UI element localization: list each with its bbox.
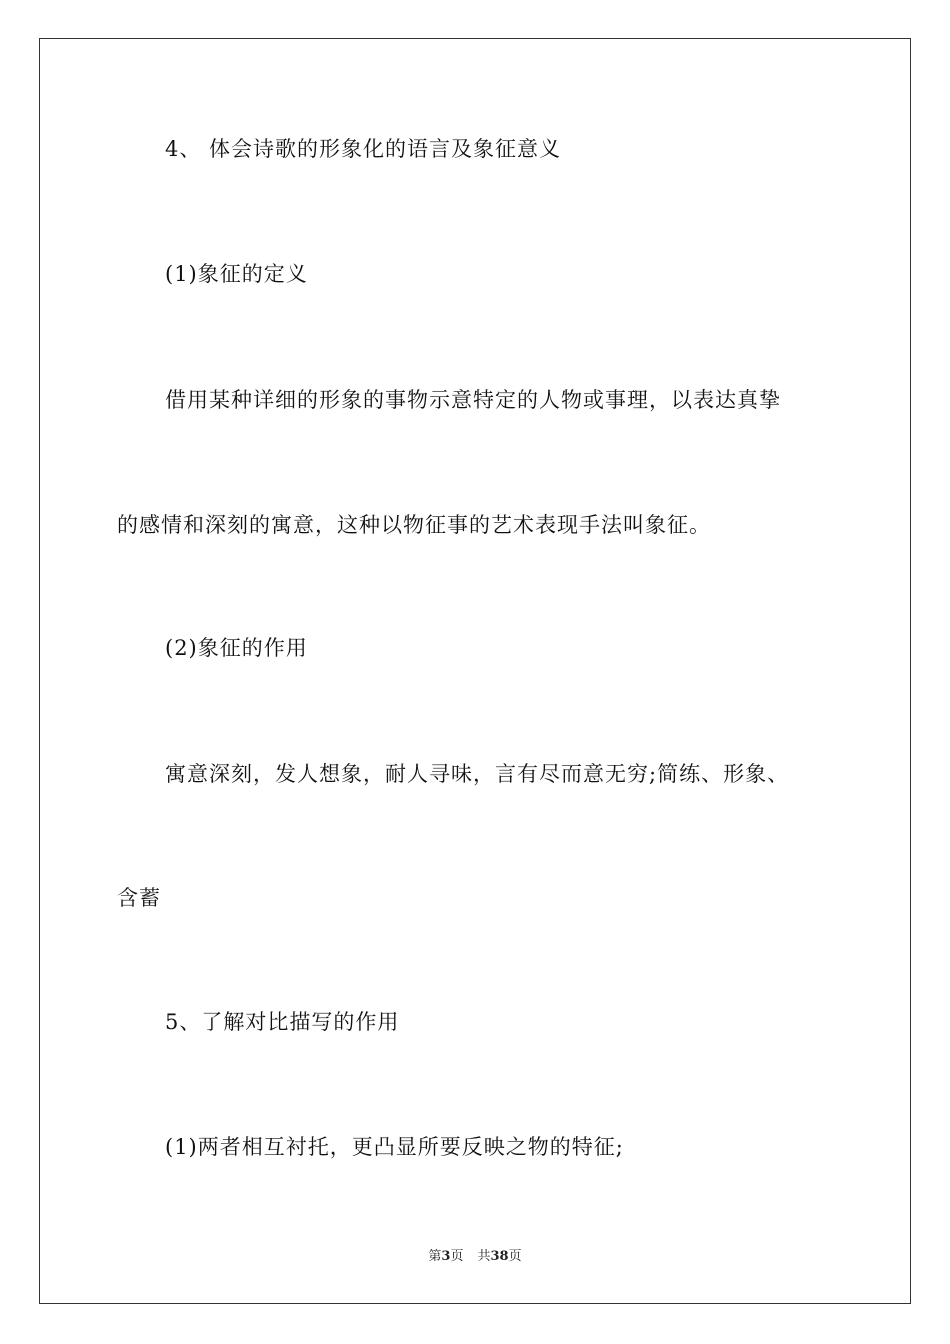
subheading-symbol-function: (2)象征的作用	[165, 636, 308, 660]
heading-5-contrast: 5、了解对比描写的作用	[165, 1010, 400, 1034]
page-footer	[0, 1248, 950, 1266]
footer-page-prefix: 第	[428, 1249, 442, 1264]
paragraph-definition-line-2: 的感情和深刻的寓意，这种以物征事的艺术表现手法叫象征。	[117, 513, 711, 537]
footer-total-prefix: 共	[477, 1249, 491, 1264]
footer-total-number: 38	[490, 1249, 509, 1264]
contrast-point-1: (1)两者相互衬托，更凸显所要反映之物的特征;	[165, 1135, 624, 1159]
page-border	[39, 38, 911, 1304]
paragraph-function-line-1: 寓意深刻，发人想象，耐人寻味，言有尽而意无穷;简练、形象、	[165, 762, 790, 786]
paragraph-function-line-2: 含蓄	[117, 886, 161, 910]
paragraph-definition-line-1: 借用某种详细的形象的事物示意特定的人物或事理，以表达真挚	[165, 388, 781, 412]
heading-4-symbolism: 4、 体会诗歌的形象化的语言及象征意义	[165, 137, 562, 161]
footer-page-number: 3	[441, 1249, 451, 1264]
subheading-symbol-definition: (1)象征的定义	[165, 262, 308, 286]
footer-total-suffix: 页	[508, 1249, 522, 1264]
footer-page-suffix: 页	[450, 1249, 464, 1264]
